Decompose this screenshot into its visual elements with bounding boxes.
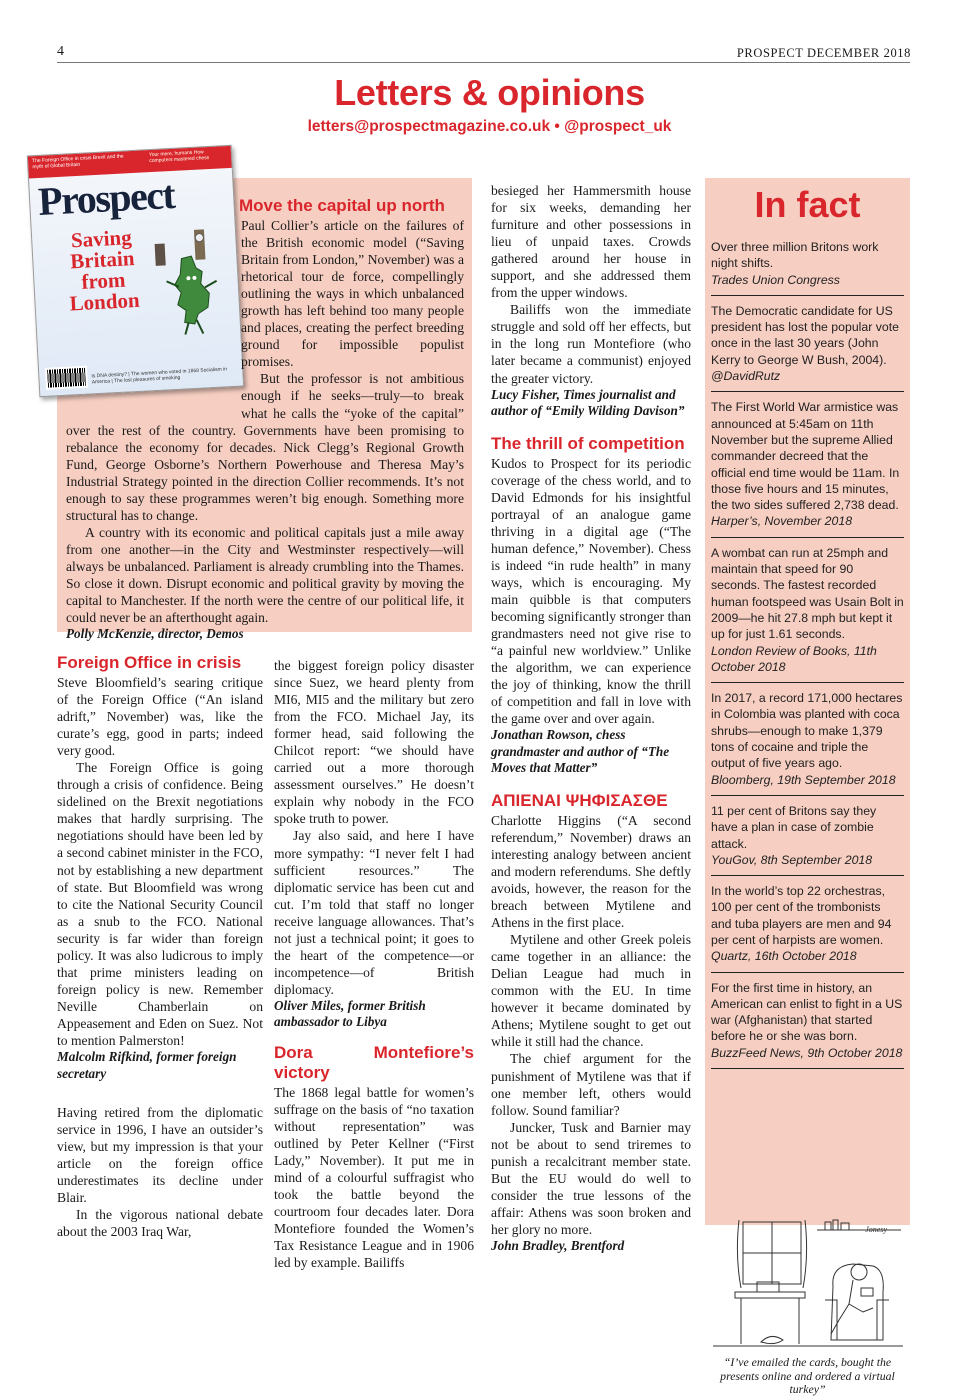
fact-text: In the world’s top 22 orchestras, 100 per cent of the trombonists and tuba players are men and 94 per cent of harpists are women. bbox=[711, 884, 892, 947]
running-head: PROSPECT DECEMBER 2018 bbox=[736, 46, 911, 60]
letter-paragraph: besieged her Hammersmith house for six weeks, demanding her furniture and other possessions in lieu of unpaid taxes. Crowds gathered around her house in support, and she addressed them from the upper windows. bbox=[491, 183, 691, 301]
cartoon-illustration bbox=[713, 1216, 903, 1356]
letter-heading: The thrill of competition bbox=[491, 433, 685, 453]
cover-strip-left: The Foreign Office in crisis Brexit and the myth of Global Britain bbox=[31, 153, 124, 171]
cartoon-signature: Jonesy bbox=[865, 1225, 887, 1234]
letter-paragraph: Jay also said, and here I have more sympathy: “I never felt I had sufficient resources.” The diplomatic service has been cut and cut. I’m told that staff no longer receive language allowances. That’s not just a technical point; it goes to the heart of the competence—or incompetence—of British diplomacy. bbox=[274, 828, 474, 997]
fact-source: YouGov, 8th September 2018 bbox=[711, 852, 873, 867]
letter-signature: Jonathan Rowson, chess grandmaster and author of “The Moves that Matter” bbox=[491, 727, 670, 776]
fact-text: The Democratic candidate for US president has lost the popular vote once in the last 30 years (John Kerry to George W Bush, 2004). bbox=[711, 303, 899, 367]
cover-headline-line: Saving bbox=[70, 225, 133, 253]
fact-text: For the first time in history, an American can enlist to fight in a US war (Afghanistan) that started before he or she was born. bbox=[711, 980, 903, 1044]
fact-text: A wombat can run at 25mph and maintain that speed for 90 seconds. The fastest recorded human footspeed was Usain Bolt in 2009—he hit 27.8 mph but kept it up for just 1.61 seconds. bbox=[711, 545, 904, 642]
fact-source: BuzzFeed News, 9th October 2018 bbox=[711, 1045, 903, 1060]
letter-paragraph: Having retired from the diplomatic service in 1996, I have an outsider’s view, but my impression is that your article on the foreign office underestimates its decline under Blair. bbox=[57, 1105, 263, 1206]
letter-signature: Polly McKenzie, director, Demos bbox=[66, 626, 244, 642]
fact-text: Over three million Britons work night shifts. bbox=[711, 240, 879, 271]
fact-item bbox=[711, 232, 904, 296]
letter-paragraph: Steve Bloomfield’s searing critique of the Foreign Office (“An island adrift,” November) was, like the curate’s egg, good in parts; indeed very good. bbox=[57, 675, 263, 759]
fact-source: London Review of Books, 11th October 2018 bbox=[711, 643, 877, 674]
cartoon-caption: “I’ve emailed the cards, bought the presents online and ordered a virtual turkey” bbox=[720, 1355, 895, 1396]
letter-signature: Malcolm Rifkind, former foreign secretary bbox=[57, 1049, 237, 1081]
fact-item bbox=[711, 796, 904, 876]
letters-right-column bbox=[491, 182, 691, 1254]
cover-headline-line: from bbox=[80, 267, 127, 294]
fact-item bbox=[711, 538, 904, 683]
cover-headline-line: Britain bbox=[69, 246, 136, 274]
letter-heading: Dora Montefiore’s victory bbox=[274, 1042, 474, 1082]
cover-headline-line: London bbox=[68, 287, 141, 316]
fact-text: The First World War armistice was announced at 5:45am on 11th November but the supreme Allied commander decreed that the official end time would be 11am. In those five hours and 15 minutes, the two sides suffered 2,738 dead. bbox=[711, 400, 900, 513]
letter-signature: Lucy Fisher, Times journalist and author of “Emily Wilding Davison” bbox=[491, 386, 685, 419]
letter-paragraph: The Foreign Office is going through a crisis of confidence. Being sidelined on the Brexit negotiations makes that hardly surprising. The negotiations should have been led by a second cabinet minister in the FCO, not by establishing a new department of state. But Bloomfield was wrong to cite the National Security Council as a snub to the FCO. National security is far wider than foreign policy. It was also ludicrous to imply that prime ministers leading on foreign policy is new. Remember Neville Chamberlain on Appeasement and Eden on Suez. Not to mention Palmerston! bbox=[57, 760, 263, 1048]
page-number: 4 bbox=[57, 44, 64, 59]
letter-foreign-office-continued bbox=[274, 657, 474, 1271]
cover-wrap-spacer bbox=[66, 370, 241, 418]
fact-text: 11 per cent of Britons say they have a plan in case of zombie attack. bbox=[711, 803, 877, 851]
in-fact-title: In fact bbox=[754, 184, 861, 225]
cover-strip-right: Your mere, humans How computers mastered chess bbox=[148, 149, 210, 165]
fact-source: Bloomberg, 19th September 2018 bbox=[711, 772, 896, 787]
letter-paragraph: Juncker, Tusk and Barnier may not be about to send triremes to punish a recalcitrant member state. But the EU would do well to consider the true lessons of the affair: Athens was soon broken and her glory no more. bbox=[491, 1119, 691, 1237]
fact-item bbox=[711, 973, 904, 1069]
letter-heading: ΑΠΙΕΝΑΙ ΨΗΦΙΣΑΣΘΕ bbox=[491, 790, 668, 810]
cover-logo: Prospect bbox=[37, 171, 176, 224]
letter-signature: Oliver Miles, former British ambassador to Libya bbox=[274, 997, 426, 1030]
in-fact-box bbox=[705, 178, 910, 1396]
letter-foreign-office bbox=[57, 653, 263, 1240]
letter-heading: Foreign Office in crisis bbox=[57, 653, 242, 672]
fact-source: @DavidRutz bbox=[711, 369, 781, 384]
fact-item bbox=[711, 683, 904, 796]
letter-paragraph: In the vigorous national debate about the 2003 Iraq War, bbox=[57, 1207, 263, 1240]
letter-paragraph: the biggest foreign policy disaster since Suez, we heard plenty from MI6, MI5 and the military but zero from the FCO. Michael Jay, its former head, said following the Chilcot report: “we should have carried out a more thorough assessment ourselves.” He doesn’t explain why nobody in the FCO spoke truth to power. bbox=[274, 658, 474, 827]
letter-paragraph: But the professor is not ambitious enough if he seeks—truly—to break what he calls the “yoke of the capital” over the rest of the country. Governments have been promising to rebalance the economy for decades. Nick Clegg’s Regional Growth Fund, George Osborne’s Northern Powerhouse and Theresa May’s Industrial Strategy pointed in the direction Collier recommends. It’s not enough to say these programmes weren’t big enough. Something more structural has to change. bbox=[66, 371, 464, 523]
letter-paragraph: Bailiffs won the immediate struggle and sold off her effects, but in the long run Montefiore (who later became a communist) enjoyed the greater victory. bbox=[491, 302, 691, 386]
fact-source: Harper’s, November 2018 bbox=[711, 514, 853, 529]
fact-text: In 2017, a record 171,000 hectares in Colombia was planted with coca shrubs—enough to make 1,379 tons of cocaine and triple the output of five years ago. bbox=[711, 691, 903, 771]
letter-paragraph: The chief argument for the punishment of Mytilene was that if one member left, others would follow. Sound familiar? bbox=[491, 1051, 691, 1118]
contact-line[interactable]: letters@prospectmagazine.co.uk • @prospect_uk bbox=[307, 118, 672, 135]
fact-item bbox=[711, 392, 904, 537]
letter-heading: Move the capital up north bbox=[239, 196, 445, 215]
letter-paragraph: The 1868 legal battle for women’s suffrage on the basis of “no taxation without representation” was outlined by Peter Kellner (“First Lady,” November). It put me in mind of a colourful suffragist who took the battle beyond the courtroom four decades later. Dora Montefiore founded the Women’s Tax Resistance League and in 1906 led by example. Bailiffs bbox=[274, 1084, 474, 1271]
fact-item bbox=[711, 876, 904, 972]
fact-source: Trades Union Congress bbox=[711, 272, 840, 287]
section-title: Letters & opinions bbox=[334, 72, 645, 113]
fact-source: Quartz, 16th October 2018 bbox=[711, 949, 857, 964]
letter-signature: John Bradley, Brentford bbox=[491, 1237, 625, 1253]
letter-capital bbox=[66, 196, 464, 643]
fact-item bbox=[711, 296, 904, 392]
letter-paragraph: Paul Collier’s article on the failures of the British economic model (“Saving Britain from London,” November) was a rhetorical tour de force, compellingly outlining the ways in which unbalanced growth has left behind too many people and places, creating the perfect breeding ground for impossible populist promises. bbox=[241, 218, 464, 370]
letter-paragraph: Mytilene and other Greek poleis came together in an alliance: the Delian League had much in common with the EU. In time however it became dominated by Athens; Mytilene sought to get out while it still had the chance. bbox=[491, 932, 691, 1050]
letter-paragraph: A country with its economic and political capitals just a mile away from one another—in the City and Westminster respectively—will always be unbalanced. Parliament is already crumbling into the Thames. So close it down. Disrupt economic and political gravity by moving the capital to Manchester. If the north were the centre of our political life, it could never be an afterthought again. bbox=[66, 524, 464, 626]
letter-paragraph: Kudos to Prospect for its periodic coverage of the chess world, and to David Edmonds for his insightful portrayal of an analogue game thriving in a digital age (“The human defence,” November). Chess is indeed “in rude health” in many ways, which is encouraging. My main quibble is that computers becoming significantly stronger than grandmasters need not give rise to “a painful new worldview.” Unlike the algorithm, we can experience the joy of thinking, know the thrill of competition and fall in love with the game over and over again. bbox=[491, 455, 691, 727]
cover-footer: Is DNA destiny? | The women who voted in 1868 Socialism in America | The lost pleasures of smoking bbox=[91, 366, 228, 386]
letter-paragraph: Charlotte Higgins (“A second referendum,” November) draws an interesting analogy between ancient and modern referendums. She deftly avoids, however, the reason for the breach between Mytilene and Athens in the first place. bbox=[491, 812, 691, 931]
top-rule bbox=[57, 62, 910, 63]
